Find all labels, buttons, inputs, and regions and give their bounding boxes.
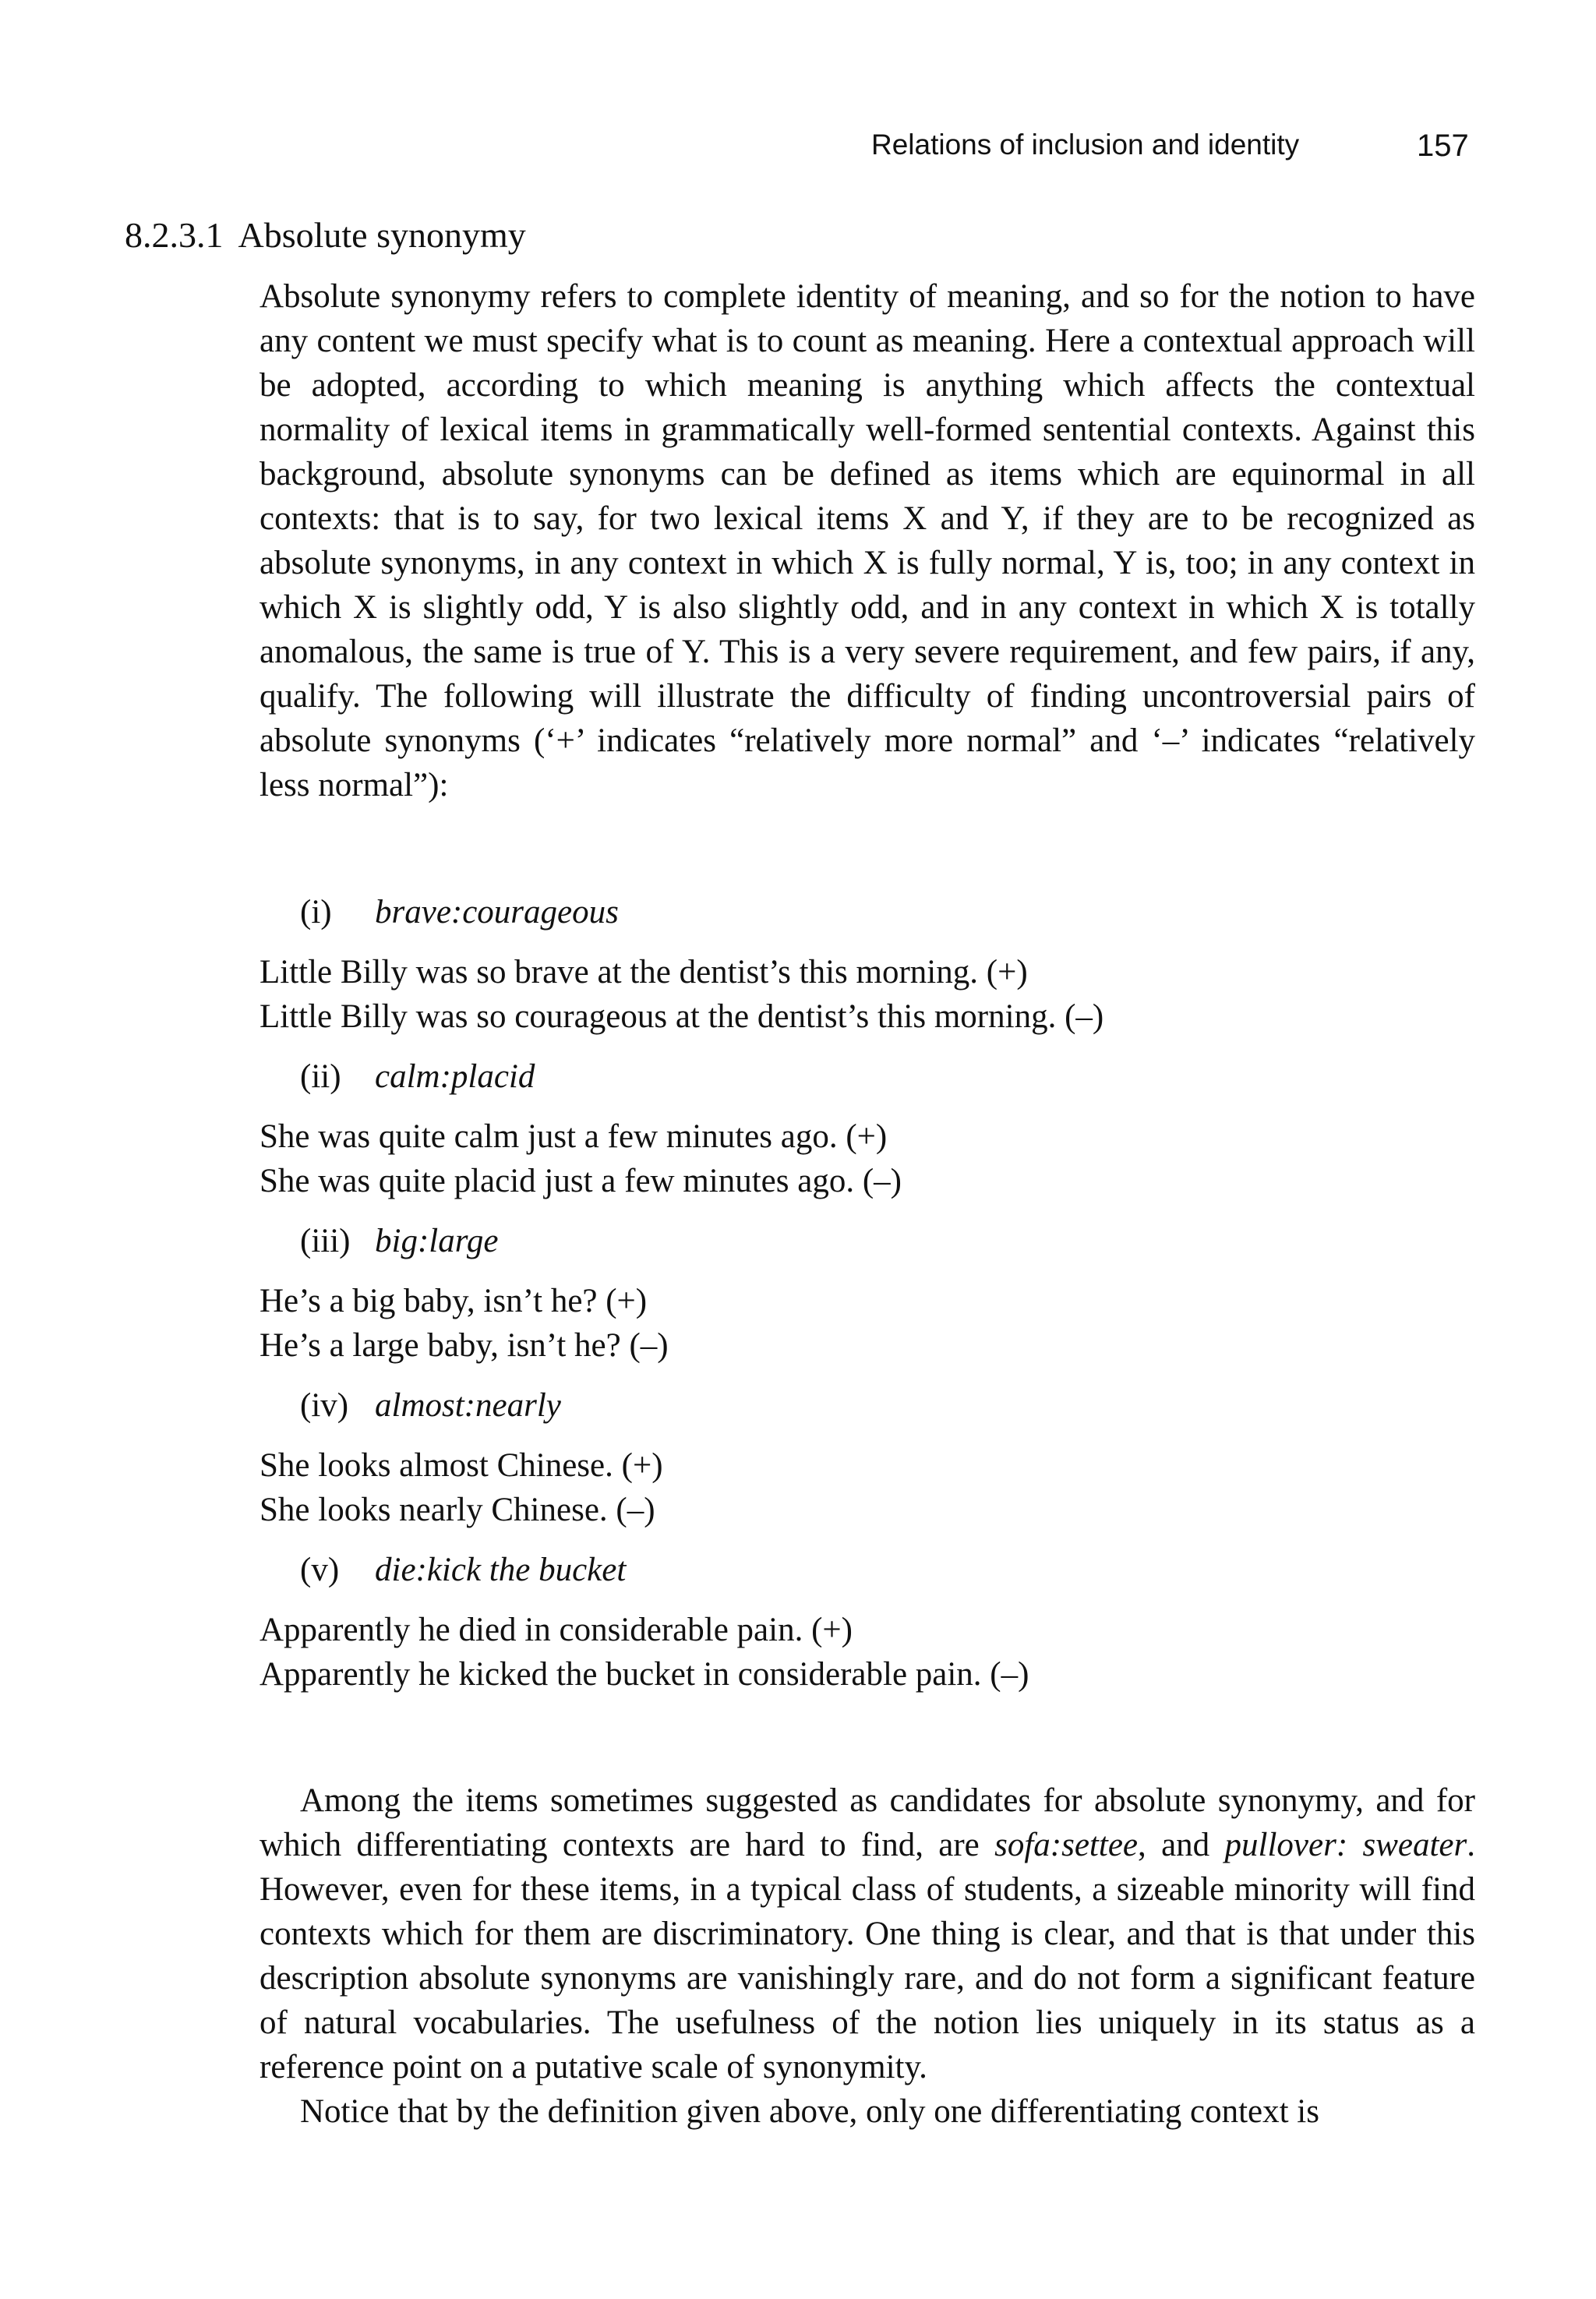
section-heading — [125, 214, 526, 256]
intro-paragraph-block — [260, 274, 1475, 807]
example-item — [260, 1219, 1475, 1368]
page-number: 157 — [1417, 129, 1469, 163]
example-pair: big:large — [375, 1223, 499, 1259]
example-heading — [300, 1548, 1475, 1592]
example-sentence-odd: She looks nearly Chinese. (–) — [260, 1492, 655, 1528]
closing-text-2: , and — [1138, 1827, 1225, 1863]
example-pair: almost:nearly — [375, 1387, 561, 1424]
example-item — [260, 1054, 1475, 1203]
section-title: Absolute synonymy — [238, 215, 526, 255]
example-item — [260, 1548, 1475, 1697]
example-sentence-normal: He’s a big baby, isn’t he? (+) — [260, 1283, 648, 1319]
final-line: Notice that by the definition given above, only one differentiating context is — [300, 2093, 1319, 2130]
example-sentence-normal: Apparently he died in considerable pain. (+) — [260, 1612, 853, 1648]
example-heading — [300, 1383, 1475, 1428]
closing-italic-2: pullover: sweater — [1224, 1827, 1467, 1863]
example-sentence-odd: She was quite placid just a few minutes ago. (–) — [260, 1163, 902, 1199]
example-label: (i) — [300, 894, 332, 931]
example-sentence-odd: Apparently he kicked the bucket in considerable pain. (–) — [260, 1656, 1029, 1693]
example-sentence-odd: Little Billy was so courageous at the dentist’s this morning. (–) — [260, 998, 1104, 1035]
example-sentence-normal: Little Billy was so brave at the dentist’s this morning. (+) — [260, 954, 1028, 991]
example-heading — [300, 1054, 1475, 1099]
examples-list — [260, 874, 1475, 1711]
example-sentence-odd: He’s a large baby, isn’t he? (–) — [260, 1327, 669, 1364]
closing-paragraph-block — [260, 1778, 1475, 2134]
example-item — [260, 890, 1475, 1039]
section-number: 8.2.3.1 — [125, 215, 224, 255]
example-item — [260, 1383, 1475, 1532]
example-label: (iii) — [300, 1223, 351, 1259]
example-sentence-normal: She was quite calm just a few minutes ago. (+) — [260, 1118, 888, 1155]
closing-paragraph — [260, 1778, 1475, 2089]
example-label: (ii) — [300, 1058, 341, 1095]
closing-text-3: . However, even for these items, in a typical class of students, a sizeable minority will find contexts which for them are discriminatory. One thing is clear, and that is that under this description absolute synonyms are vanishingly rare, and do not form a significant feature of natural vocabularies. The usefulness of the notion lies uniquely in its status as a reference point on a putative scale of synonymity. — [260, 1827, 1475, 2085]
running-header: Relations of inclusion and identity — [871, 129, 1300, 161]
example-heading — [300, 890, 1475, 934]
closing-text-1: Among the items sometimes suggested as candidates for absolute synonymy, and for which differentiating contexts are hard to find, are — [260, 1782, 1475, 1863]
example-pair: calm:placid — [375, 1058, 535, 1095]
intro-paragraph: Absolute synonymy refers to complete identity of meaning, and so for the notion to have any content we must specify what is to count as meaning. Here a contextual approach will be adopted, according to which meaning is anything which affects the contextual normality of lexical items in grammatically well-formed sentential contexts. Against this background, absolute synonyms can be defined as items which are equinormal in all contexts: that is to say, for two lexical items X and Y, if they are to be recognized as absolute synonyms, in any context in which X is fully normal, Y is, too; in any context in which X is slightly odd, Y is also slightly odd, and in any context in which X is totally anomalous, the same is true of Y. This is a very severe requirement, and few pairs, if any, qualify. The following will illustrate the difficulty of finding uncontroversial pairs of absolute synonyms (‘+’ indicates “relatively more normal” and ‘–’ indicates “relatively less normal”): — [260, 278, 1475, 803]
example-heading — [300, 1219, 1475, 1263]
closing-italic-1: sofa:settee — [994, 1827, 1138, 1863]
example-pair: die:kick the bucket — [375, 1552, 627, 1588]
example-sentence-normal: She looks almost Chinese. (+) — [260, 1447, 663, 1484]
example-label: (v) — [300, 1552, 340, 1588]
example-pair: brave:courageous — [375, 894, 619, 931]
example-label: (iv) — [300, 1387, 349, 1424]
